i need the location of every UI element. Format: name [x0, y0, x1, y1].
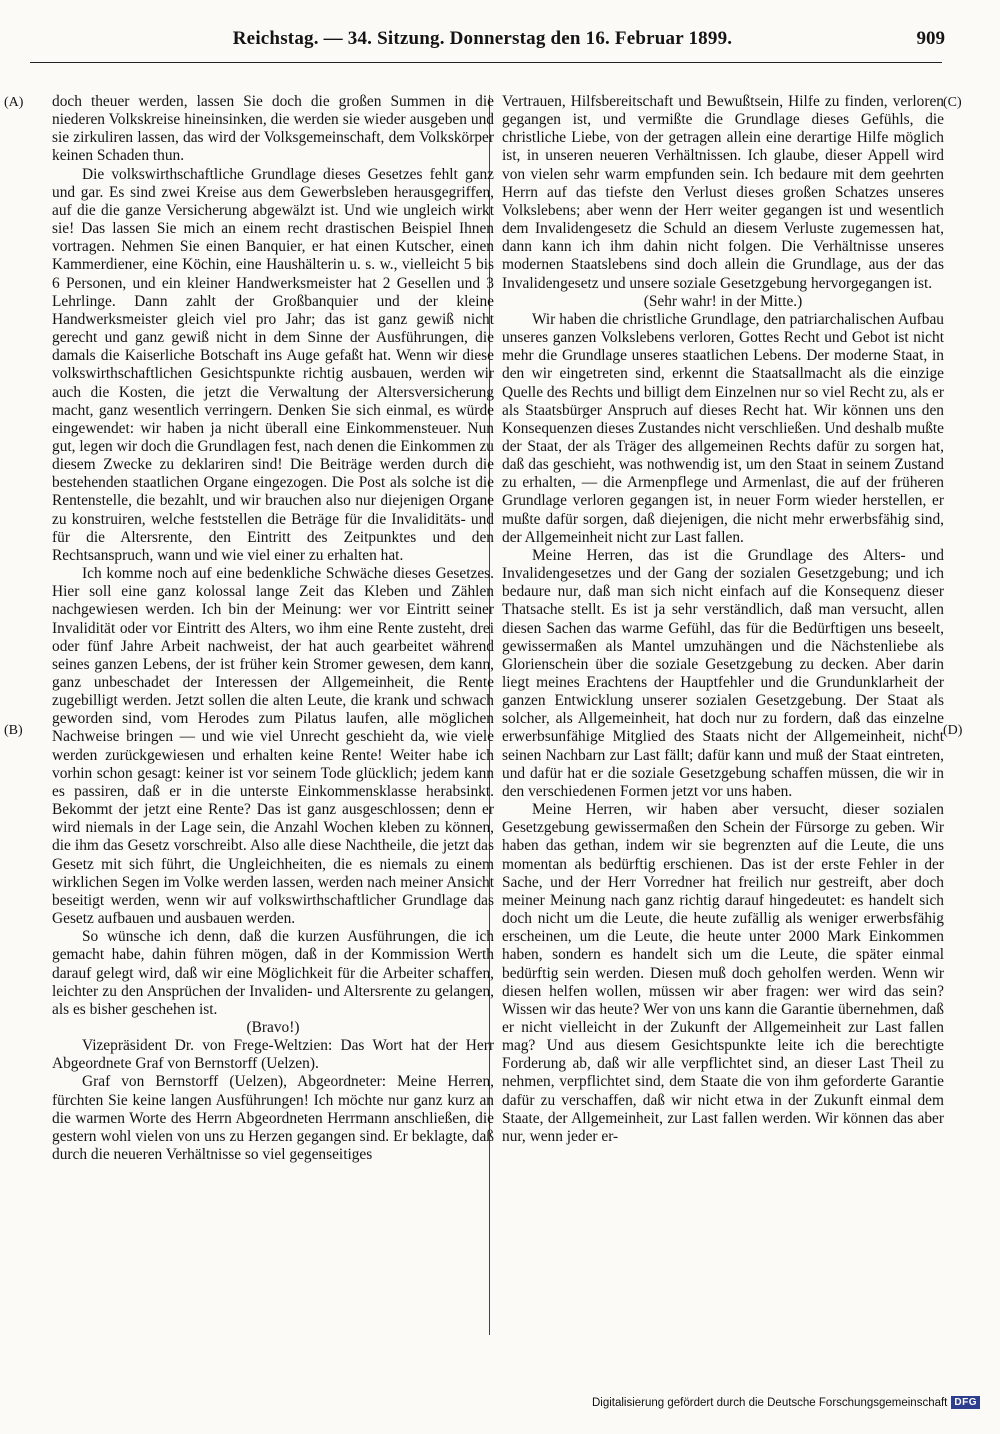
interjection: (Bravo!)	[246, 1018, 300, 1036]
paragraph: doch theuer werden, lassen Sie doch die großen Summen in die niederen Volkskreise hineinsinken, die werden sie wieder ausgeben und sie zirkuliren lassen, das wird der Volksgemeinschaft, dem Volkskörper keinen Schaden thun.	[52, 93, 494, 165]
paragraph: So wünsche ich denn, daß die kurzen Ausführungen, die ich gemacht habe, dahin führen mögen, daß in der Kommission Werth darauf gelegt wird, daß wir eine Möglichkeit für die Arbeiter schaffen, leichter zu den Ansprüchen der Invaliden- und Altersrente zu gelangen, als es bisher geschehen ist.	[52, 928, 494, 1018]
left-column	[52, 93, 494, 1164]
running-title: Reichstag. — 34. Sitzung. Donnerstag den 16. Februar 1899.	[232, 28, 733, 49]
interjection: (Sehr wahr! in der Mitte.)	[643, 292, 803, 310]
header-rule	[30, 62, 942, 63]
speaker-paragraph: Vizepräsident Dr. von Frege-Weltzien: Das Wort hat der Herr Abgeordnete Graf von Bernstorff (Uelzen).	[52, 1037, 494, 1073]
margin-marker-a: (A)	[4, 95, 24, 110]
margin-marker-b: (B)	[4, 723, 23, 738]
margin-marker-c: (C)	[943, 95, 962, 110]
paragraph: Ich komme noch auf eine bedenkliche Schwäche dieses Gesetzes. Hier soll eine ganz kolossal lange Zeit das Kleben und Zählen nachgewiesen werden. Ich bin der Meinung: wer vor Eintritt seiner Invalidität oder vor Eintritt des Alters, wo ihm eine Rente zusteht, drei oder fünf Jahre Arbeit nachweist, der hat auch gearbeitet während seines ganzen Lebens, der ist früher kein Stromer gewesen, dem kann, ganz unbeschadet der Interessen der Allgemeinheit, die Rente zugebilligt werden. Jetzt sollen die alten Leute, die krank und schwach geworden sind, vom Herodes zum Pilatus laufen, alle möglichen Nachweise bringen — und wie viel Unrecht geschieht da, wie viele werden zurückgewiesen und erhalten keine Rente! Weiter habe ich vorhin schon gesagt: keiner ist vor seinem Tode glücklich; jedem kann es passiren, daß er in die unterste Einkommensklasse herabsinkt. Bekommt der jetzt eine Rente? Das ist ganz ausgeschlossen; denn er wird niemals in der Lage sein, die Anzahl Wochen kleben zu können, die ihm das Gesetz vorschreibt. Also alle diese Nachtheile, die jetzt das Gesetz mit sich führt, die Ungleichheiten, die es niemals zu einem wirklichen Segen im Volke werden lassen, werden nach meiner Ansicht beseitigt werden, wenn wir auf volkswirthschaftlicher Grundlage das Gesetz aufbauen und ausbauen werden.	[52, 565, 494, 928]
paragraph: Meine Herren, das ist die Grundlage des Alters- und Invalidengesetzes und der Gang der sozialen Gesetzgebung; und ich bedaure nur, daß man sich nicht einfach auf die Konsequenz dieser Thatsache stellt. Es ist ja sehr verständlich, daß man versucht, allen diesen Sachen das warme Gefühl, das für die Bedürftigen uns beseelt, gewissermaßen als Mantel umzuhängen und die Nächstenliebe als Glorienschein über die soziale Gesetzgebung zu decken. Aber darin liegt meines Erachtens der Hauptfehler und die Grundunklarheit der ganzen Entwicklung unserer sozialen Gesetzgebung. Der Staat als solcher, als Allgemeinheit, hat doch nur zu fordern, daß das einzelne erwerbsunfähige Mitglied des Staats nicht der Allgemeinheit, nicht seinen Nachbarn zur Last fällt; dafür kann und muß der Staat eintreten, und dafür hat er die soziale Gesetzgebung schaffen müssen, die wir in den verschiedenen Formen jetzt vor uns haben.	[502, 546, 944, 800]
paragraph: Vertrauen, Hilfsbereitschaft und Bewußtsein, Hilfe zu finden, verloren gegangen ist, und vermißte die Grundlage dieses Gefühls, die christliche Liebe, von der getragen allein eine derartige Hilfe möglich ist, in unseren neueren Verhältnissen. Ich glaube, dieser Appell wird von vielen sehr warm empfunden sein. Ich bedaure mit dem geehrten Herrn auf das tiefste den Verlust dieses großen Schatzes unseres Volkslebens; aber wenn der Herr weiter gegangen ist und wesentlich dem Invalidengesetz die Schuld an diesem Verluste zugemessen hat, dann kann ich ihm dahin nicht folgen. Die Verhältnisse unseres modernen Staatslebens sind doch allein die Grundlage, aus der das Invalidengesetz und unsere soziale Gesetzgebung hervorgegangen ist.	[502, 93, 944, 292]
margin-marker-d: (D)	[943, 723, 963, 738]
paragraph: Wir haben die christliche Grundlage, den patriarchalischen Aufbau unseres ganzen Volkslebens verloren, Gottes Recht und Gebot ist nicht mehr die Grundlage unseres staatlichen Lebens. Der moderne Staat, in den wir eingetreten sind, erkennt die Staatsallmacht als die einzige Quelle des Rechts und billigt dem Einzelnen nur so viel Recht zu, als er als Staatsbürger Anspruch auf dieses Recht hat. Wir können uns den Konsequenzen dieses Zustandes nicht verschließen. Und deshalb mußte der Staat, der als Träger des allgemeinen Rechts dafür zu sorgen hat, daß das geschieht, was nothwendig ist, um den Staat in seinem Zustand zu erhalten, — die Armenpflege und Armenlast, die auf der früheren Grundlage verloren gegangen ist, in neuer Form wieder herstellen, er mußte dafür sorgen, daß diejenigen, die nicht mehr erwerbsfähig sind, der Allgemeinheit nicht zur Last fallen.	[502, 310, 944, 546]
speaker-paragraph: Graf von Bernstorff (Uelzen), Abgeordneter: Meine Herren, fürchten Sie keine langen Ausführungen! Ich möchte nur ganz kurz an die warmen Worte des Herrn Abgeordneten Herrmann anschließen, die gestern wohl vielen von uns zu Herzen gegangen sind. Er beklagte, daß durch die neueren Verhältnisse so viel gegenseitiges	[52, 1073, 494, 1164]
digitization-credit	[592, 1396, 980, 1409]
dfg-logo-icon: DFG	[951, 1396, 980, 1409]
page-number: 909	[916, 28, 945, 49]
paragraph: Meine Herren, wir haben aber versucht, dieser sozialen Gesetzgebung gewissermaßen den Schein der Fürsorge zu geben. Wir haben das gethan, indem wir sie begrenzten auf die Leute, die uns momentan als bedürftig erschienen. Das ist der erste Fehler in der Sache, und der Herr Vorredner hat freilich nur gestreift, aber doch meiner Meinung nach ganz richtig darauf hingedeutet: es handelt sich doch nicht um die Leute, die heute zufällig als weniger erwerbsfähig erscheinen, um die Leute, die heute unter 2000 Mark Einkommen haben, sondern es handelt sich um die Leute, die später einmal bedürftig sein werden. Diesen muß doch geholfen werden. Wenn wir diesen helfen wollen, müssen wir aber fragen: wer wird das sein? Wissen wir das heute? Wer von uns kann die Garantie übernehmen, daß er nicht vielleicht in der Zukunft der Allgemeinheit zur Last fallen mag? Und aus diesem Gesichtspunkte leite ich die berechtigte Forderung ab, daß wir alle verpflichtet sind, an dieser Last Theil zu nehmen, verpflichtet sind, dem Staate die von ihm geforderte Garantie dafür zu verschaffen, daß wir nicht etwa in der Zukunft einmal dem Staate, der Allgemeinheit, zur Last fallen werden. Wir können das aber nur, wenn jeder er-	[502, 801, 944, 1145]
right-column	[502, 93, 944, 1146]
credit-text: Digitalisierung gefördert durch die Deutsche Forschungsgemeinschaft	[591, 1396, 948, 1409]
page-header	[20, 28, 945, 54]
paragraph: Die volkswirthschaftliche Grundlage dieses Gesetzes fehlt ganz und gar. Es sind zwei Kreise aus dem Gewerbsleben herausgegriffen, auf die die ganze Versicherung abgewälzt ist. Und wie ungleich wirkt sie! Das lassen Sie mich an einem recht drastischen Beispiel Ihnen vortragen. Nehmen Sie einen Banquier, er hat einen Kutscher, einen Kammerdiener, eine Köchin, eine Haushälterin u. s. w., vielleicht 5 bis 6 Personen, und ein kleiner Handwerksmeister hat 2 Gesellen und 3 Lehrlinge. Dann zahlt der Großbanquier und der kleine Handwerksmeister gleich viel pro Jahr; das ist ganz gewiß nicht gerecht und ganz gewiß nicht in dem Sinne der Ausführungen, die damals die Kaiserliche Botschaft ins Auge gefaßt hat. Wenn wir diese volkswirthschaftlichen Gesichtspunkte richtig ausbauen, werden wir auch die Kosten, die jetzt die Verwaltung der Altersversicherung macht, ganz wesentlich verringern. Denken Sie sich einmal, es würde eingewendet: wir haben ja nicht überall eine Einkommensteuer. Nun gut, legen wir doch die Grundlagen fest, nach denen die Einkommen zu diesem Zwecke zu deklariren sind! Die Beiträge werden durch die bestehenden staatlichen Organe eingezogen. Die Post als solche ist die Rentenstelle, die bezahlt, und wir brauchen also nur diejenigen Organe zu konstruiren, welche feststellen die Beträge für die Invaliditäts- und für die Altersrente, den Eintritt des Zeitpunktes und den Rechtsanspruch, wann und wie viel einer zu erhalten hat.	[52, 165, 494, 564]
